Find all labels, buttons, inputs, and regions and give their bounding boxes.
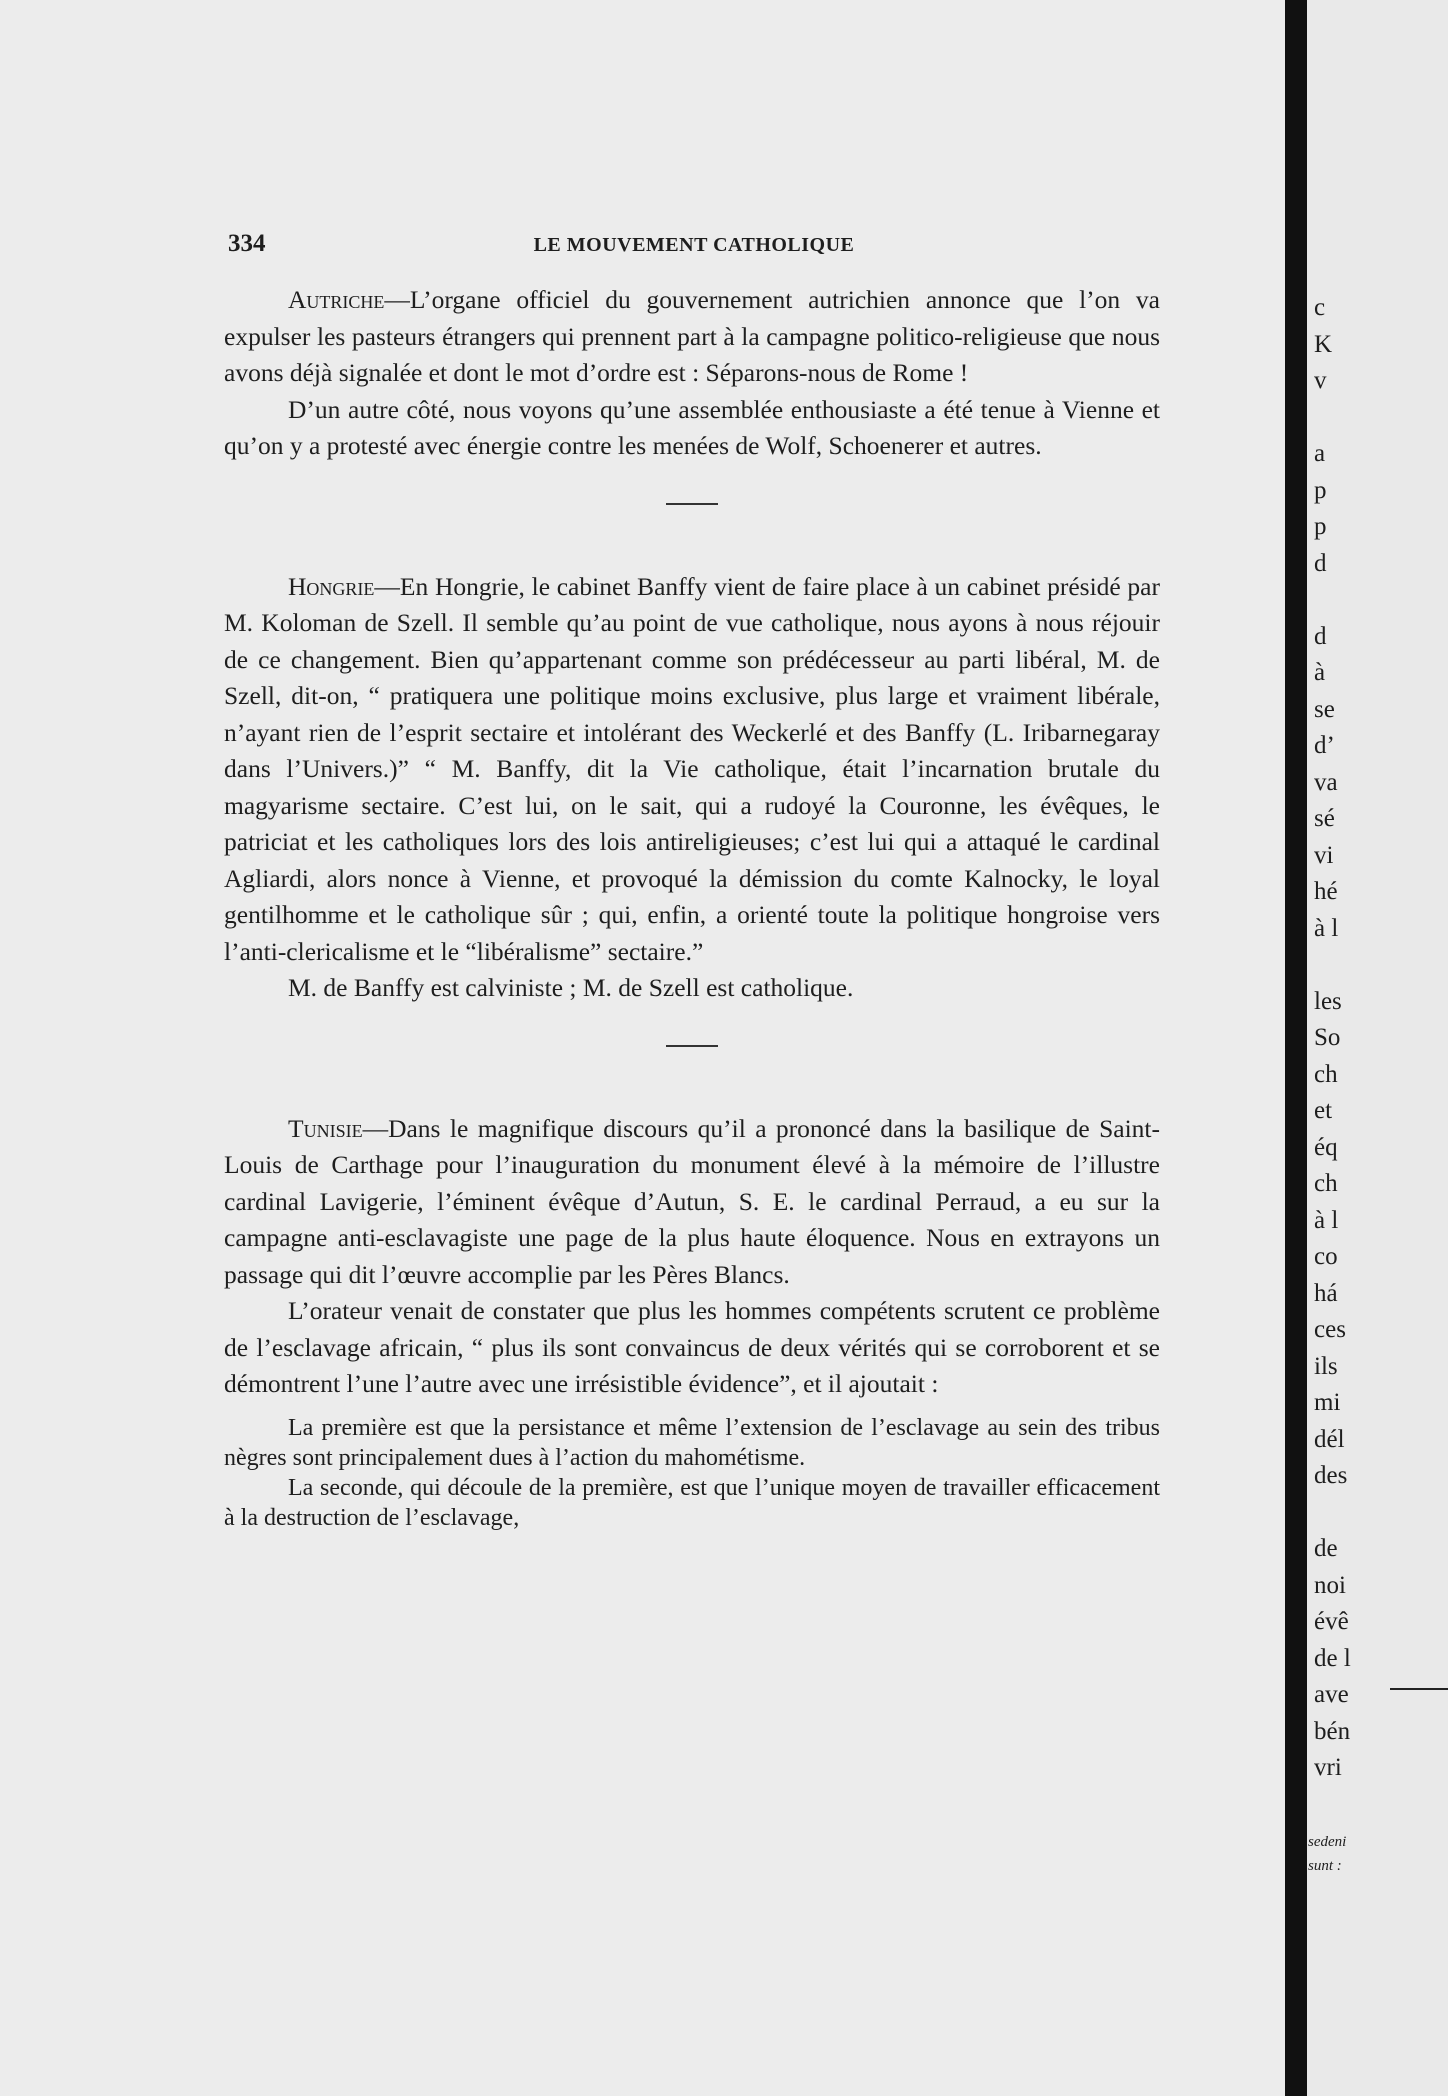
line-fragment: a (1314, 440, 1326, 467)
paragraph: M. de Banffy est calviniste ; M. de Szell est catholique. (288, 973, 854, 1002)
line-fragment (1314, 1495, 1448, 1532)
page-number: 334 (228, 230, 266, 257)
quote-paragraph: La première est que la persistance et même l’extension de l’esclavage au sein des tribus nègres sont principalement dues à l’action du mahométisme. (224, 1414, 1160, 1471)
line-fragment: co (1314, 1243, 1338, 1270)
section-heading: Tunisie (288, 1113, 363, 1143)
line-fragment: noi (1314, 1571, 1346, 1599)
line-fragment: hé (1314, 878, 1338, 905)
line-fragment: se (1314, 695, 1335, 723)
running-title: LE MOUVEMENT CATHOLIQUE (533, 234, 855, 256)
line-fragment: ch (1314, 1060, 1338, 1088)
footnote-rule (1390, 1688, 1448, 1690)
paragraph: Autriche—L’organe officiel du gouvernement autrichien annonce que l’on va expulser les pasteurs étrangers qui prennent part à la campagne politico-religieuse que nous avons déjà signalée et dont le mot d’ordre est : Séparons-nous de Rome ! (224, 285, 1160, 387)
line-fragment (1314, 947, 1448, 984)
line-fragment: de l (1314, 1644, 1351, 1672)
line-fragment: vi (1314, 841, 1334, 869)
line-fragment: v (1314, 367, 1327, 394)
paragraph: Hongrie—En Hongrie, le cabinet Banffy vient de faire place à un cabinet présidé par M. Koloman de Szell. Il semble qu’au point de vue catholique, nous ayons à nous réjouir de ce changement. Bien qu’appartenant comme son prédécesseur au parti libéral, M. de Szell, dit-on, “ pratiquera une politique moins exclusive, plus large et vraiment libérale, n’ayant rien de l’esprit sectaire et intolérant des Weckerlé et des Banffy (L. Iribarnegaray dans l’Univers.)” “ M. Banffy, dit la Vie catholique, était l’incarnation brutale du magyarisme sectaire. C’est lui, on le sait, qui a rudoyé la Couronne, les évêques, le patriciat et les catholiques lors des lois antireligieuses; c’est lui qui a attaqué le cardinal Agliardi, alors nonce à Vienne, et provoqué la démission du comte Kalnocky, le loyal gentilhomme et le catholique sûr ; qui, enfin, a orienté toute la politique hongroise vers l’anti-clericalisme et le “libéralisme” sectaire.” (224, 571, 1160, 966)
line-fragment: de (1314, 1535, 1338, 1562)
line-fragment: mi (1314, 1389, 1341, 1416)
line-fragment: K (1314, 330, 1333, 358)
line-fragment: éq (1314, 1133, 1338, 1161)
line-fragment: vri (1314, 1754, 1342, 1781)
line-fragment: ils (1314, 1352, 1338, 1380)
line-fragment: p (1314, 476, 1327, 504)
line-fragment: sé (1314, 805, 1335, 832)
line-fragment: So (1314, 1024, 1341, 1051)
line-fragment: bén (1314, 1717, 1351, 1745)
section-separator (666, 503, 718, 505)
page-header (228, 230, 1160, 260)
line-fragment: à l (1314, 914, 1339, 942)
line-fragment: p (1314, 513, 1327, 540)
footnote-fragment: sedeni (1308, 1834, 1347, 1850)
paragraph: Tunisie—Dans le magnifique discours qu’il a prononcé dans la basilique de Saint-Louis de Carthage pour l’inauguration du monument élevé à la mémoire de l’illustre cardinal Lavigerie, l’éminent évêque d’Autun, S. E. le cardinal Perraud, a eu sur la campagne anti-esclavagiste une page de la plus haute éloquence. Nous en extrayons un passage qui dit l’œuvre accomplie par les Pères Blancs. (224, 1113, 1160, 1289)
section-separator (666, 1045, 718, 1047)
line-fragment: évê (1314, 1608, 1349, 1635)
block-quote (224, 1413, 1160, 1533)
line-fragment: ave (1314, 1681, 1349, 1708)
body-text (224, 282, 1160, 1533)
line-fragment: d’ (1314, 732, 1335, 759)
line-fragment: dél (1314, 1425, 1345, 1453)
section-heading: Autriche (288, 285, 385, 314)
line-fragment: et (1314, 1097, 1333, 1124)
line-fragment: d (1314, 622, 1327, 650)
line-fragment: há (1314, 1279, 1338, 1307)
quote-paragraph: La seconde, qui découle de la première, est que l’unique moyen de travailler efficacement à la destruction de l’esclavage, (224, 1474, 1160, 1531)
line-fragment: c (1314, 294, 1326, 321)
line-fragment: des (1314, 1462, 1348, 1489)
book-gutter (1285, 0, 1307, 2096)
line-fragment: les (1314, 987, 1342, 1015)
section-heading: Hongrie (288, 571, 375, 601)
paragraph: L’orateur venait de constater que plus les hommes compétents scrutent ce problème de l’esclavage africain, “ plus ils sont convaincus de deux vérités qui se corroborent et se démontrent l’une l’autre avec une irrésistible évidence”, et il ajoutait : (224, 1296, 1160, 1398)
right-page-fragments (1314, 290, 1448, 1787)
line-fragment: va (1314, 768, 1338, 796)
line-fragment: ch (1314, 1170, 1338, 1197)
line-fragment: à (1314, 659, 1326, 686)
footnote-fragment: sunt : (1308, 1858, 1342, 1874)
paragraph: D’un autre côté, nous voyons qu’une assemblée enthousiaste a été tenue à Vienne et qu’on y a protesté avec énergie contre les menées de Wolf, Schoenerer et autres. (224, 394, 1160, 460)
line-fragment (1314, 582, 1448, 619)
line-fragment (1314, 400, 1448, 437)
line-fragment: ces (1314, 1316, 1346, 1343)
line-fragment: d (1314, 549, 1327, 577)
line-fragment: à l (1314, 1206, 1339, 1234)
